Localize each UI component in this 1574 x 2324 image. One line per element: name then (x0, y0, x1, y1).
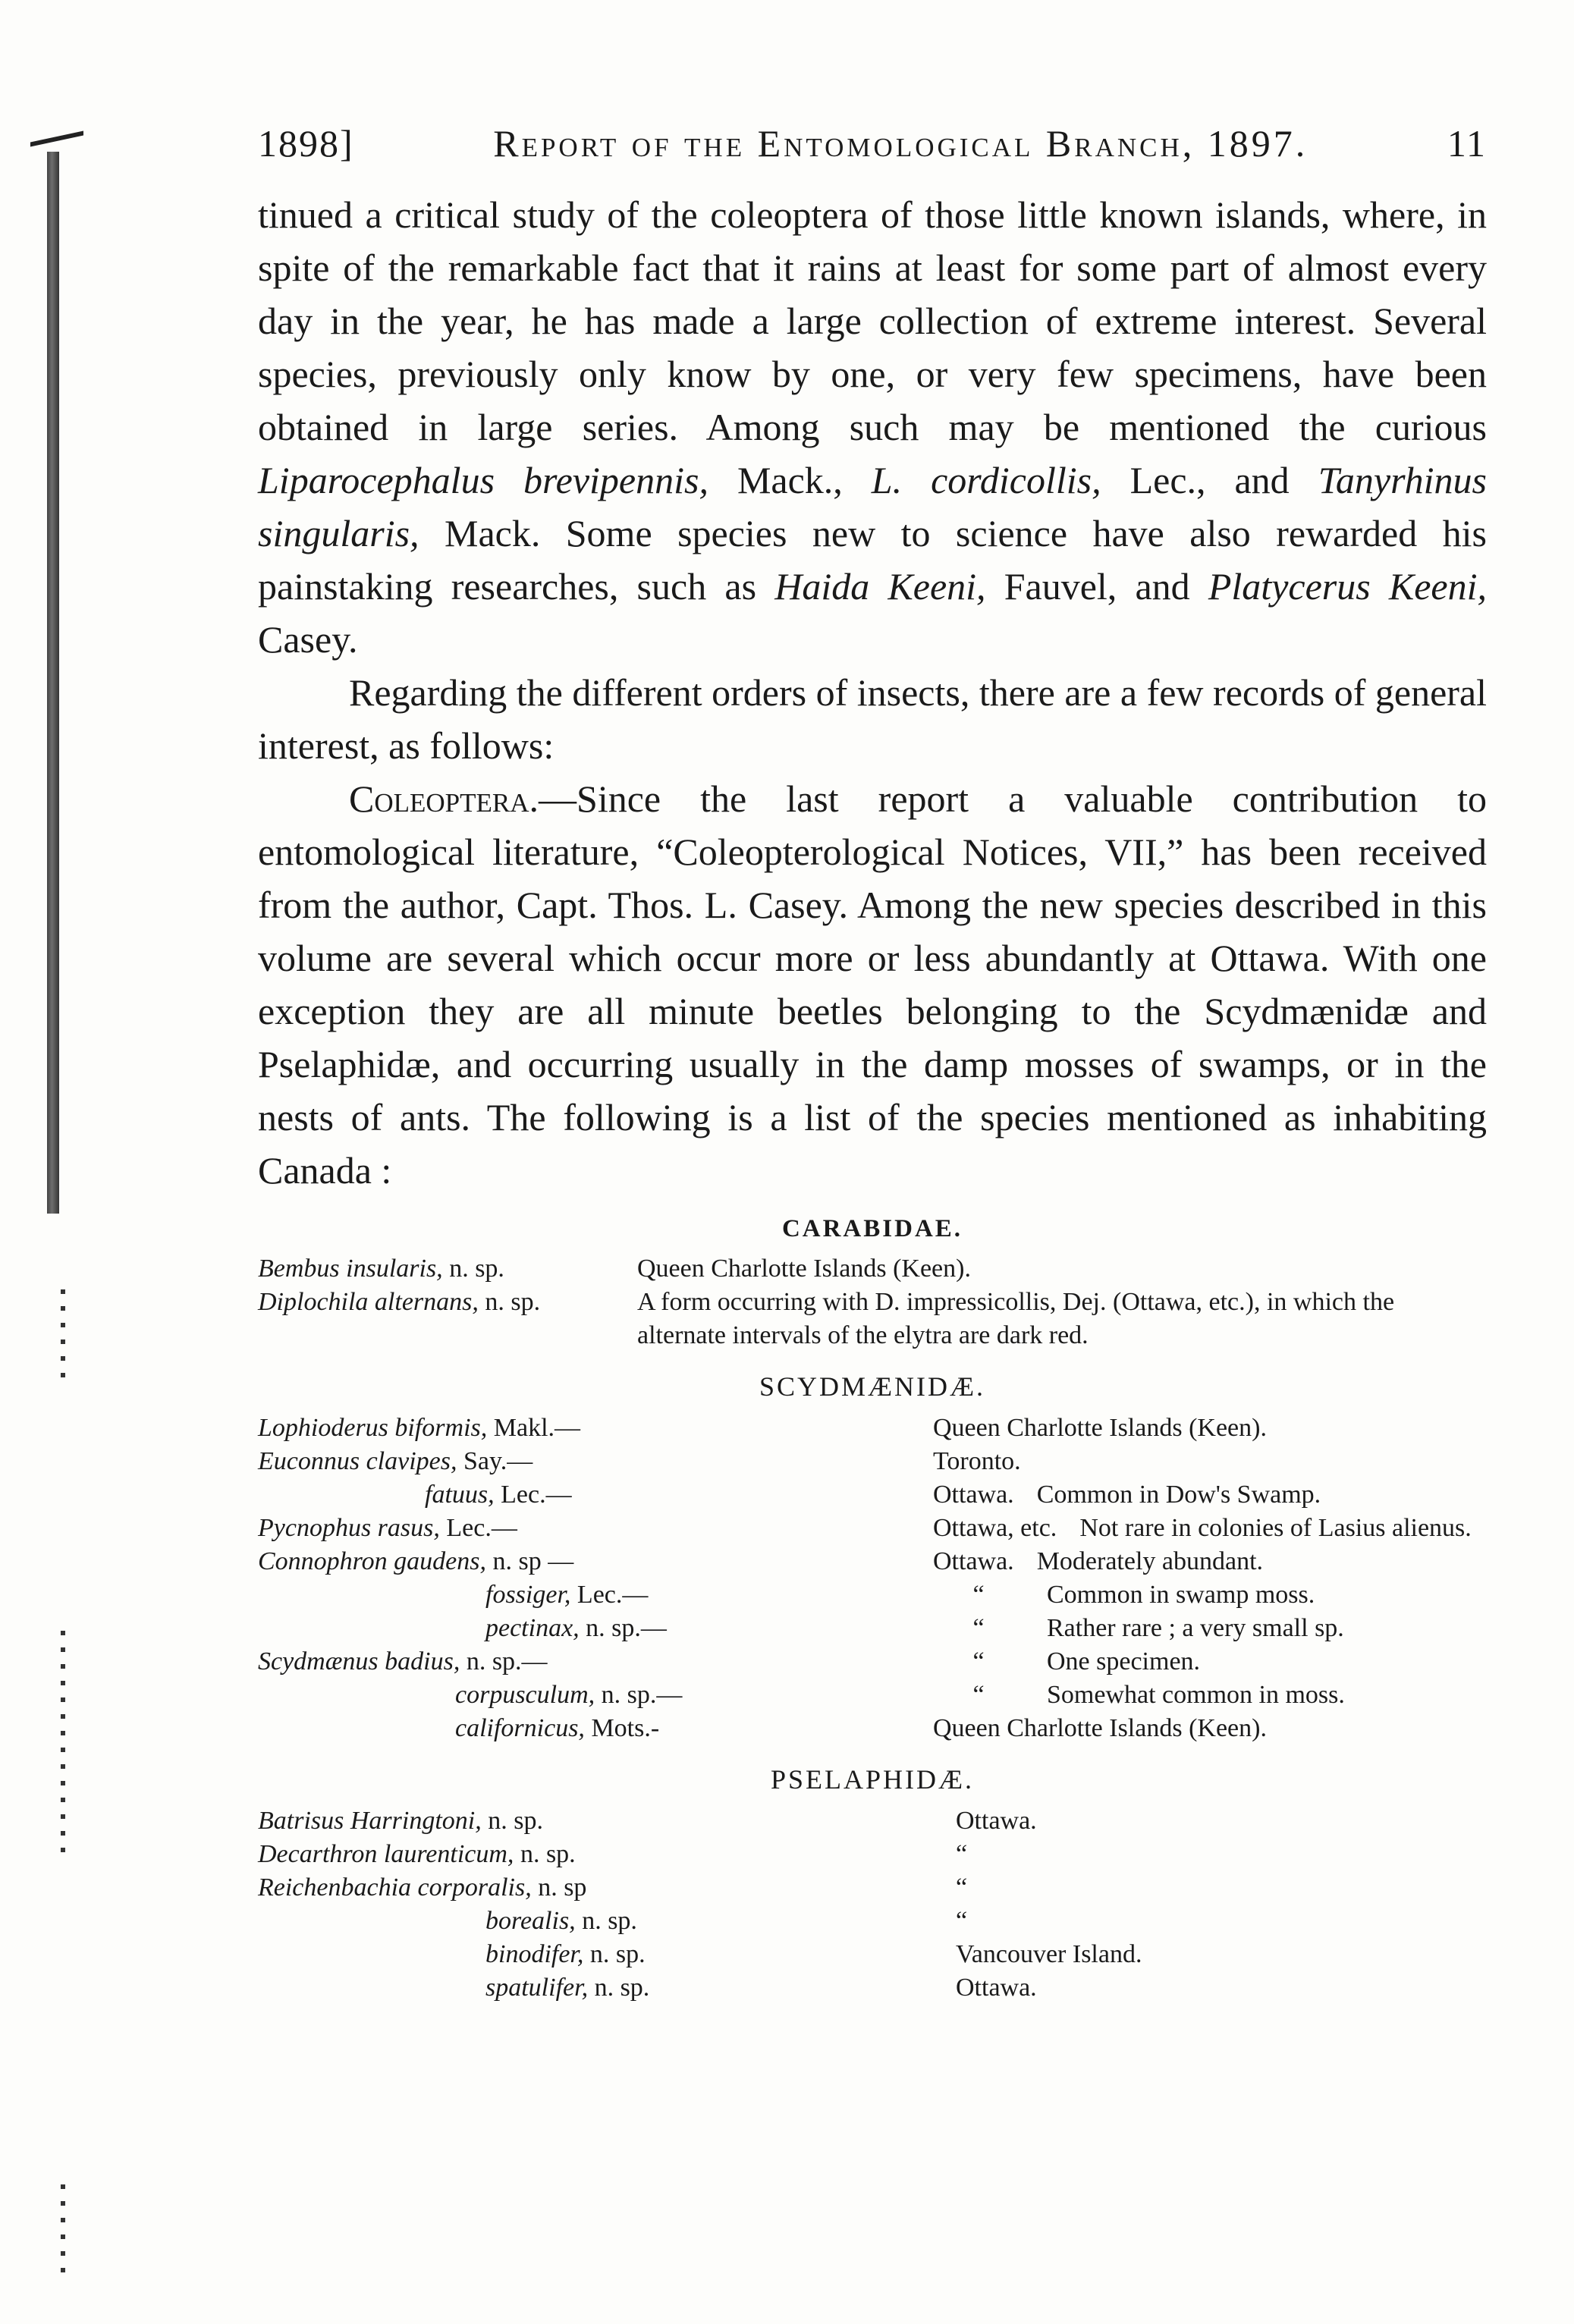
species-author: n. sp. (583, 1940, 646, 1968)
species-name: Bembus insularis, (258, 1255, 443, 1283)
table-row (258, 1645, 1487, 1679)
page-number: 11 (1447, 122, 1487, 165)
species-author: n. sp.— (460, 1647, 548, 1675)
species-locality: Queen Charlotte Islands (Keen). (637, 1255, 971, 1283)
species-author: n. sp.— (595, 1681, 683, 1709)
table-row (258, 1905, 1487, 1938)
species-name: Decarthron laurenticum, (258, 1840, 514, 1868)
table-row (258, 1445, 1487, 1478)
species-locality-cell (933, 1412, 1487, 1445)
species-locality-cell (933, 1578, 1487, 1612)
species-name: californicus, (455, 1714, 585, 1742)
table-row (258, 1612, 1487, 1645)
species-name: fossiger, (485, 1581, 571, 1609)
species-author: Lec.— (494, 1481, 572, 1509)
running-head-title: Report of the Entomological Branch, 1897. (493, 122, 1309, 165)
body-text (258, 188, 1487, 1197)
table-row (258, 1578, 1487, 1612)
table-row (258, 1286, 1487, 1352)
species-name: Tanyrhinus singularis, (258, 459, 1488, 554)
species-name: corpusculum, (455, 1681, 595, 1709)
species-author: n. sp. (481, 1807, 543, 1835)
species-name: Haida Keeni, (774, 565, 986, 608)
species-name: Platycerus Keeni, (1208, 565, 1487, 608)
species-locality-cell (933, 1545, 1487, 1578)
species-name-cell (258, 1938, 956, 1971)
table-row (258, 1971, 1487, 2005)
species-locality: “ (972, 1581, 985, 1609)
section-heading-carabidae: CARABIDAE. (781, 1215, 963, 1242)
species-name-cell (258, 1478, 933, 1512)
species-author: n. sp. (588, 1974, 650, 2002)
species-name-cell (258, 1545, 933, 1578)
species-locality-cell (933, 1645, 1487, 1679)
species-locality: Ottawa. (933, 1547, 1014, 1575)
table-row (258, 1679, 1487, 1712)
species-note: Moderately abundant. (1036, 1547, 1264, 1575)
species-author: Mots.- (584, 1714, 660, 1742)
species-author: Makl.— (487, 1414, 581, 1442)
species-name: Liparocephalus brevipennis, (258, 459, 708, 501)
species-locality: Toronto. (933, 1447, 1021, 1475)
carabidae-table (258, 1252, 1487, 1352)
text-run: Mack. Some species new to science have also rewarded his painstaking researches, such as (258, 512, 1487, 608)
species-locality-cell (933, 1512, 1487, 1545)
species-name: binodifer, (485, 1940, 584, 1968)
section-heading-scydmaenidae: SCYDMÆNIDÆ. (759, 1371, 986, 1402)
species-locality-cell (933, 1712, 1487, 1745)
species-note: Not rare in colonies of Lasius alienus. (1079, 1514, 1472, 1542)
species-name-cell (258, 1804, 956, 1838)
species-author: n. sp.— (579, 1614, 667, 1642)
species-note: Common in swamp moss. (1047, 1581, 1315, 1609)
species-name-cell (258, 1252, 637, 1286)
species-locality: “ (972, 1647, 985, 1675)
species-author: n. sp. (514, 1840, 576, 1868)
paragraph-2: Regarding the different orders of insects, there are a few records of general interest, as follows: (258, 671, 1487, 767)
species-name: borealis, (485, 1907, 576, 1935)
species-name: Euconnus clavipes, (258, 1447, 457, 1475)
species-name: spatulifer, (485, 1974, 589, 2002)
text-run: Casey. (258, 618, 358, 661)
species-name-cell (258, 1612, 933, 1645)
paragraph-3-text: —Since the last report a valuable contribution to entomological literature, “Coleopterological Notices, VII,” has been received from the author, Capt. Thos. L. Casey. Among the new species described in this volume are several which occur more or less abundantly at Ottawa. With one exception they are all minute beetles belonging to the Scydmænidæ and Pselaphidæ, and occurring usually in the damp mosses of swamps, or in the nests of ants. The following is a list of the species mentioned as inhabiting Canada : (258, 777, 1487, 1192)
text-run: Mack., (708, 459, 872, 501)
edge-marks (61, 1289, 65, 1380)
species-name-cell (258, 1971, 956, 2005)
species-locality: “ (956, 1873, 968, 1902)
species-author: Say.— (457, 1447, 533, 1475)
species-locality: “ (956, 1907, 968, 1935)
running-head (258, 121, 1487, 165)
species-locality: A form occurring with D. impressicollis, Dej. (Ottawa, etc.), in which the alternate intervals of the elytra are dark red. (637, 1288, 1395, 1349)
species-name: Connophron gaudens, (258, 1547, 486, 1575)
paragraph-3 (258, 772, 1487, 1197)
table-row (258, 1252, 1487, 1286)
table-row (258, 1712, 1487, 1745)
pselaphidae-table (258, 1804, 1487, 2005)
species-author: Lec.— (570, 1581, 649, 1609)
species-name-cell (258, 1645, 933, 1679)
species-author: n. sp. (575, 1907, 637, 1935)
species-name: Pycnophus rasus, (258, 1514, 440, 1542)
species-name-cell (258, 1412, 933, 1445)
species-locality-cell (933, 1612, 1487, 1645)
table-row (258, 1804, 1487, 1838)
species-note: Common in Dow's Swamp. (1036, 1481, 1321, 1509)
coleoptera-lead: Coleoptera. (349, 777, 539, 820)
species-locality: Queen Charlotte Islands (Keen). (933, 1714, 1267, 1742)
table-row (258, 1838, 1487, 1871)
species-name: Reichenbachia corporalis, (258, 1873, 532, 1902)
text-run: tinued a critical study of the coleoptera of those little known islands, where, in spite of the remarkable fact that it rains at least for some part of almost every day in the year, he has made a large collection of extreme interest. Several species, previously only know by one, or very few specimens, have been obtained in large series. Among such may be mentioned the curious (258, 193, 1487, 448)
species-locality-cell (933, 1445, 1487, 1478)
species-locality: Ottawa. (956, 1807, 1037, 1835)
text-run: Fauvel, and (985, 565, 1208, 608)
species-locality: Vancouver Island. (956, 1940, 1142, 1968)
table-row (258, 1871, 1487, 1905)
scydmaenidae-table (258, 1412, 1487, 1745)
species-locality: “ (956, 1840, 968, 1868)
species-author: n. sp (531, 1873, 587, 1902)
species-locality-cell (933, 1679, 1487, 1712)
species-name-cell (258, 1578, 933, 1612)
species-name: L. cordicollis, (871, 459, 1101, 501)
species-locality: “ (972, 1681, 985, 1709)
edge-marks (61, 1631, 65, 1858)
table-row (258, 1545, 1487, 1578)
species-author: n. sp. (442, 1255, 504, 1283)
paragraph-1 (258, 188, 1487, 666)
species-name: Lophioderus biformis, (258, 1414, 488, 1442)
edge-marks (61, 2184, 65, 2275)
page (258, 121, 1487, 2005)
table-row (258, 1512, 1487, 1545)
section-heading-pselaphidae: PSELAPHIDÆ. (770, 1764, 975, 1795)
species-name-cell (258, 1712, 933, 1745)
species-name: pectinax, (485, 1614, 580, 1642)
species-locality: Ottawa. (933, 1481, 1014, 1509)
species-locality-cell (933, 1478, 1487, 1512)
species-name-cell (258, 1871, 956, 1905)
page-binding-edge (47, 152, 59, 1214)
species-name-cell (258, 1905, 956, 1938)
species-note: Somewhat common in moss. (1047, 1681, 1345, 1709)
species-name-cell (258, 1838, 956, 1871)
species-author: Lec.— (439, 1514, 517, 1542)
species-author: n. sp — (485, 1547, 574, 1575)
species-name-cell (258, 1445, 933, 1478)
species-locality: Queen Charlotte Islands (Keen). (933, 1414, 1267, 1442)
species-locality: “ (972, 1614, 985, 1642)
running-head-year: 1898] (258, 122, 354, 165)
species-note: Rather rare ; a very small sp. (1047, 1614, 1344, 1642)
species-name-cell (258, 1512, 933, 1545)
species-note: One specimen. (1047, 1647, 1201, 1675)
species-name: Scydmænus badius, (258, 1647, 460, 1675)
species-name: Diplochila alternans, (258, 1288, 479, 1316)
table-row (258, 1478, 1487, 1512)
species-locality: Ottawa, etc. (933, 1514, 1057, 1542)
species-name-cell (258, 1286, 637, 1352)
table-row (258, 1938, 1487, 1971)
species-locality: Ottawa. (956, 1974, 1037, 2002)
species-name: Batrisus Harringtoni, (258, 1807, 482, 1835)
species-name-cell (258, 1679, 933, 1712)
species-author: n. sp. (478, 1288, 541, 1316)
text-run: Lec., and (1101, 459, 1318, 501)
species-name: fatuus, (425, 1481, 495, 1509)
table-row (258, 1412, 1487, 1445)
